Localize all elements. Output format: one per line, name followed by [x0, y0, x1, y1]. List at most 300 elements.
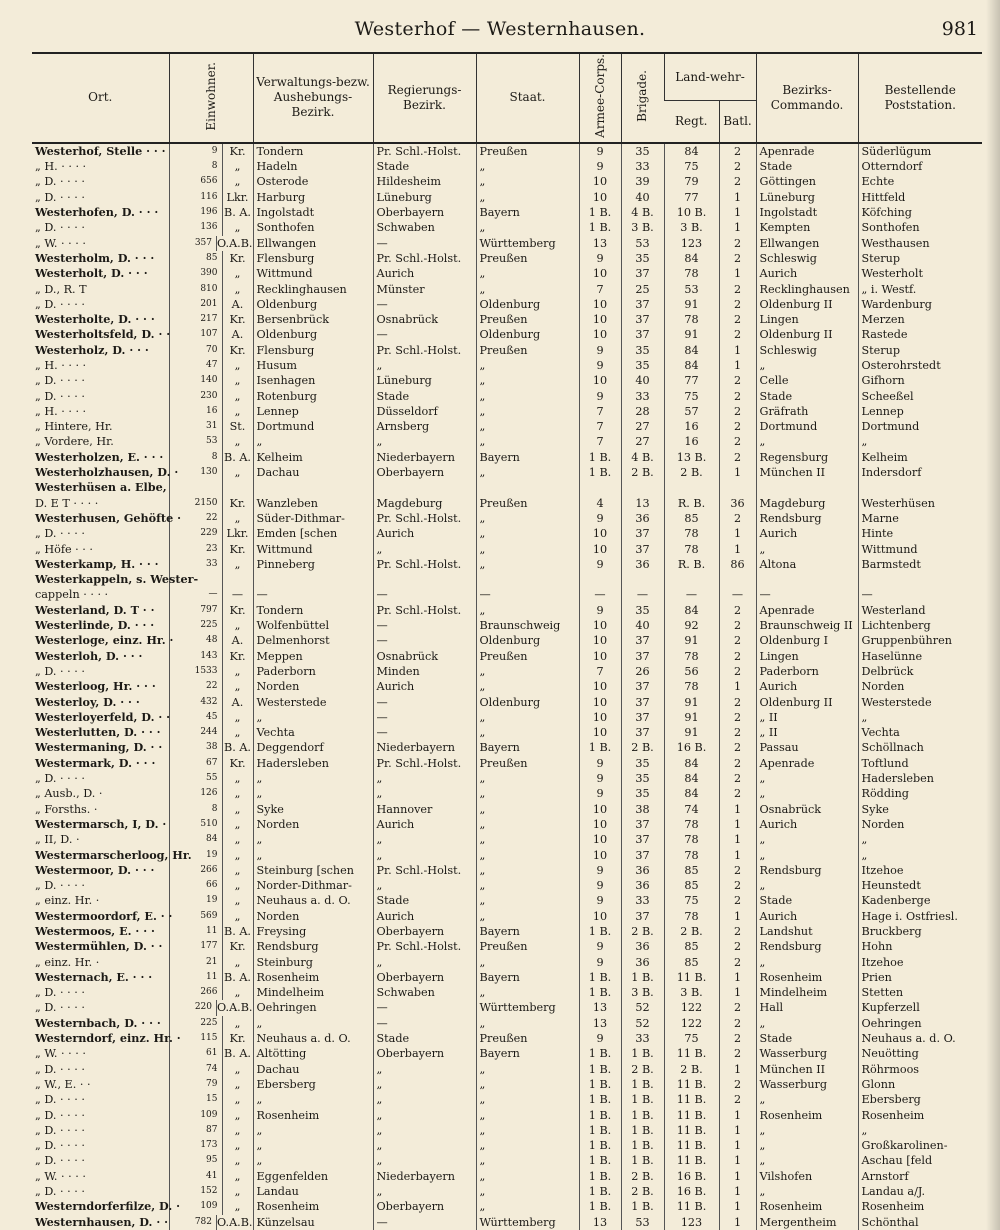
- landwehr-bataillon: 2: [719, 511, 756, 526]
- bezirks-commando: Passau: [756, 740, 858, 755]
- population: 9: [211, 145, 218, 156]
- table-row: [32, 649, 982, 664]
- verwaltung-bezirk: Rosenheim: [253, 1199, 373, 1214]
- district-type: „: [222, 1092, 253, 1107]
- regierungs-bezirk: Pr. Schl.-Holst.: [373, 756, 476, 771]
- regierungs-bezirk: Stade: [373, 1031, 476, 1046]
- einwohner-cell: [169, 1046, 253, 1061]
- regierungs-bezirk: Pr. Schl.-Holst.: [373, 863, 476, 878]
- table-row: [32, 343, 982, 358]
- population: 21: [206, 956, 218, 967]
- armee-corps: 10: [579, 710, 621, 725]
- post-station: Toftlund: [858, 756, 982, 771]
- landwehr-regiment: 11 B.: [664, 1046, 719, 1061]
- post-station: Hinte: [858, 526, 982, 541]
- post-station: Norden: [858, 679, 982, 694]
- brigade: 36: [621, 939, 664, 954]
- landwehr-regiment: 84: [664, 771, 719, 786]
- district-type: „: [222, 1138, 253, 1153]
- place-name: „ D. · · · ·: [35, 1062, 85, 1076]
- landwehr-bataillon: 2: [719, 1016, 756, 1031]
- district-type: „: [222, 1184, 253, 1199]
- place-name: Westerloog, Hr. · · ·: [35, 679, 156, 694]
- place-name: „ D. · · · ·: [35, 1108, 85, 1122]
- regierungs-bezirk: —: [373, 1000, 476, 1015]
- post-station: Landau a/J.: [858, 1184, 982, 1199]
- regierungs-bezirk: Pr. Schl.-Holst.: [373, 143, 476, 159]
- armee-corps: 10: [579, 649, 621, 664]
- staat: „: [476, 725, 579, 740]
- place-name: Westerholt, D. · · ·: [35, 266, 148, 281]
- population: 8: [211, 803, 218, 814]
- verwaltung-bezirk: Rosenheim: [253, 1108, 373, 1123]
- place-name: Westernbach, D. · · ·: [35, 1015, 161, 1030]
- page-number: 981: [941, 18, 978, 40]
- post-station: Merzen: [858, 312, 982, 327]
- einwohner-cell: [169, 955, 253, 970]
- landwehr-regiment: 78: [664, 909, 719, 924]
- einwohner-cell: [169, 327, 253, 342]
- table-row: [32, 1169, 982, 1184]
- einwohner-cell: [169, 1153, 253, 1168]
- table-row: [32, 771, 982, 786]
- brigade: 37: [621, 649, 664, 664]
- staat: „: [476, 893, 579, 908]
- table-row: [32, 618, 982, 633]
- landwehr-regiment: 122: [664, 1000, 719, 1015]
- armee-corps: 7: [579, 434, 621, 449]
- table-row: [32, 633, 982, 648]
- brigade: 36: [621, 863, 664, 878]
- place-name: „ II, D. ·: [35, 833, 80, 847]
- regierungs-bezirk: „: [373, 434, 476, 449]
- brigade: 35: [621, 771, 664, 786]
- post-station: Otterndorf: [858, 159, 982, 174]
- place-name: „ W., E. · ·: [35, 1077, 91, 1091]
- armee-corps: 10: [579, 297, 621, 312]
- brigade: 2 B.: [621, 465, 664, 480]
- population: —: [208, 589, 218, 600]
- staat: „: [476, 771, 579, 786]
- armee-corps: 9: [579, 511, 621, 526]
- table-row: [32, 143, 982, 159]
- population: 173: [200, 1140, 218, 1151]
- verwaltung-bezirk: Eggenfelden: [253, 1169, 373, 1184]
- post-station: Marne: [858, 511, 982, 526]
- post-station: Sterup: [858, 343, 982, 358]
- population: 53: [206, 436, 218, 447]
- population: 22: [206, 512, 218, 523]
- landwehr-regiment: 91: [664, 297, 719, 312]
- landwehr-regiment: 85: [664, 955, 719, 970]
- district-type: „: [222, 679, 253, 694]
- bezirks-commando: „: [756, 786, 858, 801]
- einwohner-cell: [169, 664, 253, 679]
- landwehr-bataillon: 1: [719, 1123, 756, 1138]
- brigade: [621, 572, 664, 587]
- staat: Oldenburg: [476, 327, 579, 342]
- district-type: „: [222, 802, 253, 817]
- armee-corps: [579, 480, 621, 495]
- district-type: Kr.: [222, 756, 253, 771]
- staat: Preußen: [476, 1031, 579, 1046]
- population: 136: [200, 222, 218, 233]
- population: 109: [200, 1109, 218, 1120]
- landwehr-bataillon: 2: [719, 1031, 756, 1046]
- bezirks-commando: Oldenburg II: [756, 695, 858, 710]
- post-station: Scheeßel: [858, 389, 982, 404]
- armee-corps: —: [579, 587, 621, 602]
- landwehr-regiment: 16: [664, 419, 719, 434]
- population: 797: [200, 604, 218, 615]
- district-type: „: [222, 1062, 253, 1077]
- post-station: Schöllnach: [858, 740, 982, 755]
- brigade: 40: [621, 190, 664, 205]
- brigade: 26: [621, 664, 664, 679]
- regierungs-bezirk: —: [373, 633, 476, 648]
- armee-corps: 10: [579, 848, 621, 863]
- regierungs-bezirk: „: [373, 1138, 476, 1153]
- landwehr-bataillon: 2: [719, 143, 756, 159]
- district-type: „: [222, 893, 253, 908]
- post-station: Oehringen: [858, 1016, 982, 1031]
- place-name: „ W. · · · ·: [35, 236, 86, 250]
- verwaltung-bezirk: Flensburg: [253, 251, 373, 266]
- armee-corps: 9: [579, 251, 621, 266]
- verwaltung-bezirk: Dachau: [253, 1062, 373, 1077]
- staat: „: [476, 878, 579, 893]
- regierungs-bezirk: [373, 572, 476, 587]
- brigade: 39: [621, 174, 664, 189]
- district-type: Kr.: [222, 312, 253, 327]
- verwaltung-bezirk: Emden [schen: [253, 526, 373, 541]
- brigade: [621, 480, 664, 495]
- place-name: Westerlutten, D. · · ·: [35, 725, 161, 740]
- verwaltung-bezirk: Husum: [253, 358, 373, 373]
- post-station: Gruppenbühren: [858, 633, 982, 648]
- staat: „: [476, 358, 579, 373]
- staat: „: [476, 1153, 579, 1168]
- landwehr-bataillon: 2: [719, 327, 756, 342]
- table-row: [32, 205, 982, 220]
- district-type: A.: [222, 633, 253, 648]
- population: 33: [206, 558, 218, 569]
- einwohner-cell: [169, 695, 253, 710]
- landwehr-regiment: 11 B.: [664, 1199, 719, 1214]
- bezirks-commando: Magdeburg: [756, 496, 858, 511]
- table-row: [32, 266, 982, 281]
- district-type: Kr.: [222, 603, 253, 618]
- armee-corps: 10: [579, 373, 621, 388]
- district-type: „: [222, 664, 253, 679]
- district-type: A.: [222, 327, 253, 342]
- landwehr-regiment: 16 B.: [664, 1184, 719, 1199]
- place-name: Westerland, D. T · ·: [35, 602, 155, 617]
- brigade: 35: [621, 756, 664, 771]
- district-type: „: [222, 1077, 253, 1092]
- verwaltung-bezirk: Norder-Dithmar-: [253, 878, 373, 893]
- post-station: Arnstorf: [858, 1169, 982, 1184]
- armee-corps: 10: [579, 909, 621, 924]
- bezirks-commando: [756, 480, 858, 495]
- armee-corps: 9: [579, 343, 621, 358]
- landwehr-bataillon: 2: [719, 878, 756, 893]
- verwaltung-bezirk: Rotenburg: [253, 389, 373, 404]
- armee-corps: 9: [579, 893, 621, 908]
- post-station: Köfching: [858, 205, 982, 220]
- verwaltung-bezirk: [253, 572, 373, 587]
- einwohner-cell: [169, 557, 253, 572]
- brigade: 25: [621, 282, 664, 297]
- regierungs-bezirk: Minden: [373, 664, 476, 679]
- post-station: Rosenheim: [858, 1199, 982, 1214]
- table-row: [32, 832, 982, 847]
- verwaltung-bezirk: „: [253, 1092, 373, 1107]
- einwohner-cell: [169, 542, 253, 557]
- table-row: [32, 190, 982, 205]
- verwaltung-bezirk: Isenhagen: [253, 373, 373, 388]
- brigade: 27: [621, 434, 664, 449]
- regierungs-bezirk: Lüneburg: [373, 190, 476, 205]
- landwehr-regiment: 78: [664, 312, 719, 327]
- landwehr-regiment: 123: [664, 236, 719, 251]
- landwehr-regiment: 56: [664, 664, 719, 679]
- table-row: [32, 1016, 982, 1031]
- brigade: 1 B.: [621, 1046, 664, 1061]
- post-station: Aschau [feld: [858, 1153, 982, 1168]
- bezirks-commando: Aurich: [756, 817, 858, 832]
- district-type: „: [222, 1016, 253, 1031]
- bezirks-commando: „: [756, 955, 858, 970]
- landwehr-regiment: 3 B.: [664, 220, 719, 235]
- landwehr-bataillon: 1: [719, 205, 756, 220]
- brigade: 52: [621, 1000, 664, 1015]
- landwehr-bataillon: 1: [719, 1169, 756, 1184]
- district-type: „: [222, 1108, 253, 1123]
- population: 140: [200, 375, 218, 386]
- landwehr-regiment: 78: [664, 542, 719, 557]
- place-name: Westerholte, D. · · ·: [35, 312, 155, 327]
- population: 11: [206, 971, 218, 982]
- brigade: 53: [621, 1215, 664, 1230]
- staat: „: [476, 817, 579, 832]
- verwaltung-bezirk: Steinburg: [253, 955, 373, 970]
- landwehr-regiment: 77: [664, 373, 719, 388]
- landwehr-regiment: 84: [664, 343, 719, 358]
- regierungs-bezirk: Hannover: [373, 802, 476, 817]
- landwehr-bataillon: 2: [719, 236, 756, 251]
- bezirks-commando: „: [756, 1184, 858, 1199]
- armee-corps: 9: [579, 557, 621, 572]
- bezirks-commando: „ II: [756, 725, 858, 740]
- regierungs-bezirk: Stade: [373, 893, 476, 908]
- table-row: [32, 373, 982, 388]
- einwohner-cell: [169, 480, 253, 495]
- einwohner-cell: [169, 970, 253, 985]
- verwaltung-bezirk: Meppen: [253, 649, 373, 664]
- table-row: [32, 587, 982, 602]
- place-name: „ D. · · · ·: [35, 374, 85, 388]
- district-type: B. A.: [222, 924, 253, 939]
- population: 38: [206, 742, 218, 753]
- landwehr-bataillon: 2: [719, 434, 756, 449]
- brigade: 38: [621, 802, 664, 817]
- verwaltung-bezirk: „: [253, 832, 373, 847]
- einwohner-cell: [169, 1077, 253, 1092]
- population: 510: [200, 818, 218, 829]
- population: 15: [206, 1094, 218, 1105]
- brigade: 37: [621, 542, 664, 557]
- table-row: [32, 939, 982, 954]
- staat: „: [476, 1184, 579, 1199]
- landwehr-bataillon: 1: [719, 832, 756, 847]
- place-name: D. E T · · · ·: [35, 496, 99, 510]
- place-name: Westerkappeln, s. Wester-: [35, 572, 199, 587]
- einwohner-cell: [169, 1031, 253, 1046]
- regierungs-bezirk: —: [373, 725, 476, 740]
- regierungs-bezirk: Schwaben: [373, 985, 476, 1000]
- staat: „: [476, 389, 579, 404]
- landwehr-regiment: 78: [664, 266, 719, 281]
- armee-corps: 9: [579, 771, 621, 786]
- brigade: 33: [621, 159, 664, 174]
- armee-corps: 1 B.: [579, 450, 621, 465]
- district-type: B. A.: [222, 1046, 253, 1061]
- einwohner-cell: [169, 618, 253, 633]
- district-type: Kr.: [222, 343, 253, 358]
- landwehr-regiment: 11 B.: [664, 1092, 719, 1107]
- regierungs-bezirk: Hildesheim: [373, 174, 476, 189]
- armee-corps: 1 B.: [579, 1184, 621, 1199]
- brigade: 2 B.: [621, 1184, 664, 1199]
- landwehr-bataillon: 2: [719, 664, 756, 679]
- staat: „: [476, 511, 579, 526]
- verwaltung-bezirk: [253, 480, 373, 495]
- population: 41: [206, 1170, 218, 1181]
- brigade: 36: [621, 557, 664, 572]
- post-station: Dortmund: [858, 419, 982, 434]
- population: 85: [206, 252, 218, 263]
- population: 31: [206, 421, 218, 432]
- landwehr-bataillon: 2: [719, 450, 756, 465]
- bezirks-commando: Rosenheim: [756, 1108, 858, 1123]
- staat: „: [476, 603, 579, 618]
- staat: Bayern: [476, 450, 579, 465]
- landwehr-bataillon: 1: [719, 1138, 756, 1153]
- col-header-bezirks: Bezirks-Commando.: [756, 54, 858, 143]
- einwohner-cell: [169, 786, 253, 801]
- landwehr-regiment: [664, 572, 719, 587]
- regierungs-bezirk: Niederbayern: [373, 1169, 476, 1184]
- einwohner-cell: [169, 282, 253, 297]
- regierungs-bezirk: Pr. Schl.-Holst.: [373, 939, 476, 954]
- einwohner-cell: [169, 832, 253, 847]
- landwehr-bataillon: 1: [719, 848, 756, 863]
- regierungs-bezirk: —: [373, 587, 476, 602]
- verwaltung-bezirk: „: [253, 710, 373, 725]
- armee-corps: 10: [579, 190, 621, 205]
- place-name: „ D. · · · ·: [35, 986, 85, 1000]
- bezirks-commando: Lingen: [756, 312, 858, 327]
- armeecorps-label: Armee-Corps.: [592, 54, 607, 138]
- regierungs-bezirk: Pr. Schl.-Holst.: [373, 603, 476, 618]
- regierungs-bezirk: Stade: [373, 159, 476, 174]
- district-type: St.: [222, 419, 253, 434]
- place-name: Westermoos, E. · · ·: [35, 923, 155, 938]
- einwohner-cell: [169, 419, 253, 434]
- landwehr-bataillon: 1: [719, 190, 756, 205]
- table-row: [32, 159, 982, 174]
- post-station: Westerholt: [858, 266, 982, 281]
- staat: „: [476, 373, 579, 388]
- bezirks-commando: Rendsburg: [756, 511, 858, 526]
- staat: „: [476, 955, 579, 970]
- post-station: Vechta: [858, 725, 982, 740]
- einwohner-cell: [169, 939, 253, 954]
- post-station: Sterup: [858, 251, 982, 266]
- population: 126: [200, 788, 218, 799]
- armee-corps: 7: [579, 404, 621, 419]
- brigade: 1 B.: [621, 1123, 664, 1138]
- post-station: „: [858, 832, 982, 847]
- bezirks-commando: „: [756, 1092, 858, 1107]
- landwehr-regiment: 85: [664, 939, 719, 954]
- landwehr-bataillon: 2: [719, 786, 756, 801]
- population: 109: [200, 1201, 218, 1212]
- armee-corps: 9: [579, 159, 621, 174]
- regierungs-bezirk: Stade: [373, 389, 476, 404]
- einwohner-cell: [169, 251, 253, 266]
- einwohner-cell: [169, 526, 253, 541]
- population: 230: [200, 390, 218, 401]
- einwohner-cell: [169, 1062, 253, 1077]
- place-name: Westerndorferfilze, D. ·: [35, 1199, 181, 1214]
- verwaltung-bezirk: Harburg: [253, 190, 373, 205]
- einwohner-cell: [169, 389, 253, 404]
- brigade: 1 B.: [621, 1092, 664, 1107]
- district-type: „: [222, 1123, 253, 1138]
- landwehr-bataillon: 1: [719, 358, 756, 373]
- table-row: [32, 695, 982, 710]
- bezirks-commando: Stade: [756, 389, 858, 404]
- table-row: [32, 404, 982, 419]
- place-name: cappeln · · · ·: [35, 588, 109, 602]
- place-name: „ D. · · · ·: [35, 1093, 85, 1107]
- regierungs-bezirk: Arnsberg: [373, 419, 476, 434]
- verwaltung-bezirk: „: [253, 434, 373, 449]
- col-header-ort: Ort.: [32, 54, 169, 143]
- population: 130: [200, 467, 218, 478]
- staat: Oldenburg: [476, 297, 579, 312]
- bezirks-commando: Rosenheim: [756, 970, 858, 985]
- armee-corps: 1 B.: [579, 1199, 621, 1214]
- post-station: „: [858, 848, 982, 863]
- table-row: [32, 526, 982, 541]
- post-station: Echte: [858, 174, 982, 189]
- armee-corps: 13: [579, 1215, 621, 1230]
- landwehr-regiment: 122: [664, 1016, 719, 1031]
- population: 95: [206, 1155, 218, 1166]
- landwehr-bataillon: 36: [719, 496, 756, 511]
- population: 116: [200, 191, 218, 202]
- post-station: Kupferzell: [858, 1000, 982, 1015]
- armee-corps: 10: [579, 266, 621, 281]
- place-name: Westermark, D. · · ·: [35, 755, 156, 770]
- table-row: [32, 572, 982, 587]
- post-station: Glonn: [858, 1077, 982, 1092]
- bezirks-commando: Aurich: [756, 526, 858, 541]
- regierungs-bezirk: Aurich: [373, 266, 476, 281]
